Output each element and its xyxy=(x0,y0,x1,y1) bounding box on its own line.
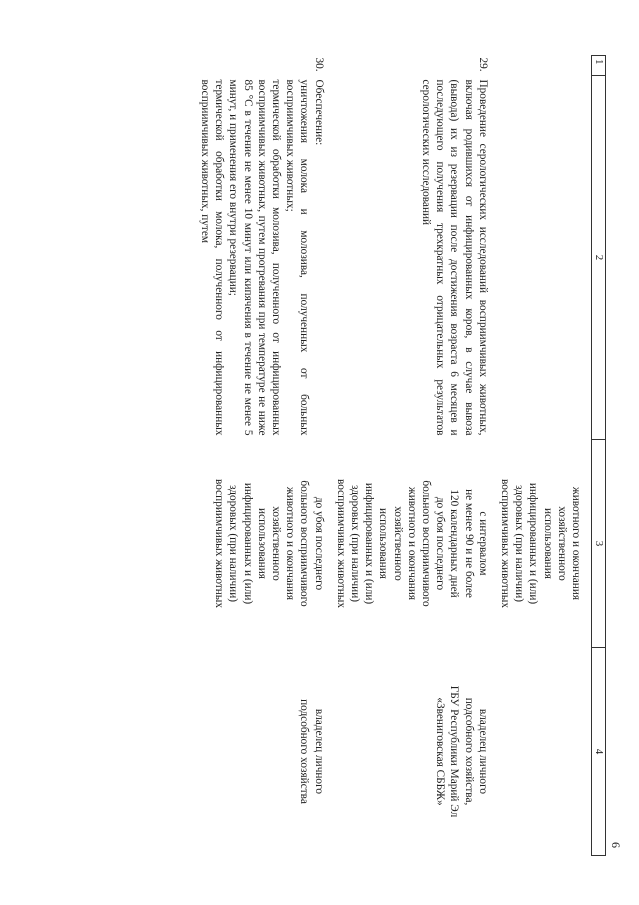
term-cell xyxy=(334,440,498,648)
term-line: инфицированных и (или) xyxy=(363,482,376,605)
description-line: термической обработки молока, полученного от инфицированных восприимчивых животных, путем xyxy=(198,79,226,436)
row-description xyxy=(198,76,334,440)
term-line: с интервалом xyxy=(476,511,489,576)
term-line: больного восприимчивого xyxy=(419,480,432,607)
term-line: инфицированных и (или) xyxy=(527,482,540,605)
term-line: восприимчивых животных xyxy=(213,478,226,609)
cell-empty xyxy=(498,76,592,440)
table-row xyxy=(198,56,334,856)
table-row xyxy=(334,56,498,856)
term-line: животного и окончания xyxy=(284,486,297,601)
term-line: животного и окончания xyxy=(570,486,582,601)
term-line: инфицированных и (или) xyxy=(241,482,254,605)
cell-empty xyxy=(498,648,592,856)
row-description xyxy=(334,76,498,440)
header-col-3: 3 xyxy=(592,440,606,648)
measures-table xyxy=(198,55,606,856)
responsible-cell xyxy=(334,648,498,856)
header-col-2: 2 xyxy=(592,76,606,440)
cell-empty xyxy=(498,56,592,76)
description-line: термической обработки молозива, полученного от инфицированных восприимчивых животных, путем прогревания при температуре не ниже 85 °С в течение не менее 10 минут или кипячения в течение не менее 5 минут, и применения его внутри резервации; xyxy=(227,79,282,436)
row-number: 29. xyxy=(476,57,489,72)
term-line: хозяйственного xyxy=(555,506,568,581)
term-line: восприимчивых животных xyxy=(498,478,511,609)
page-number: 6 xyxy=(609,842,623,848)
term-line: до убоя последнего xyxy=(312,496,325,591)
responsible-line: подсобного хозяйства xyxy=(298,699,311,804)
term-line: здоровых (при наличии) xyxy=(227,484,240,603)
term-line: использования xyxy=(541,508,554,579)
description-text: Проведение серологических исследований восприимчивых животных, включая родившихся от инфицированных коров, в случае вывоза (вывода) их из резервации после достижения возраста 6 месяцев и последующего получения трехкратных отрицательных результатов серологических исследований xyxy=(419,79,489,436)
responsible-line: владелец личного xyxy=(312,708,325,795)
term-line: хозяйственного xyxy=(269,506,282,581)
term-line: больного восприимчивого xyxy=(298,480,311,607)
term-line: использования xyxy=(377,508,390,579)
term-line: 120 календарных дней xyxy=(448,489,461,598)
term-line: здоровых (при наличии) xyxy=(513,484,526,603)
responsible-line: «Звениговская СББЖ» xyxy=(434,697,447,806)
responsible-line: владелец личного xyxy=(476,708,489,795)
term-cell xyxy=(498,440,592,648)
table-header xyxy=(592,56,606,856)
description-line: уничтожения молока и молозива, полученных от больных восприимчивых животных; xyxy=(284,79,311,436)
term-line: не менее 90 и не более xyxy=(462,489,475,598)
term-line: здоровых (при наличии) xyxy=(348,484,361,603)
term-line: хозяйственного xyxy=(391,506,404,581)
header-col-1: 1 xyxy=(592,56,606,76)
responsible-line: ГБУ Республики Марий Эл xyxy=(448,685,461,818)
table-header-row xyxy=(592,56,606,856)
term-cell xyxy=(198,440,334,648)
table-row-continued xyxy=(498,56,592,856)
header-col-4: 4 xyxy=(592,648,606,856)
term-line: использования xyxy=(255,508,268,579)
term-line: до убоя последнего xyxy=(434,496,447,591)
responsible-cell xyxy=(198,648,334,856)
description-line: Обеспечение: xyxy=(312,79,325,146)
term-line: восприимчивых животных xyxy=(334,478,347,609)
term-line: животного и окончания xyxy=(405,486,418,601)
responsible-line: подсобного хозяйства, xyxy=(462,697,475,806)
row-number: 30. xyxy=(312,57,325,72)
